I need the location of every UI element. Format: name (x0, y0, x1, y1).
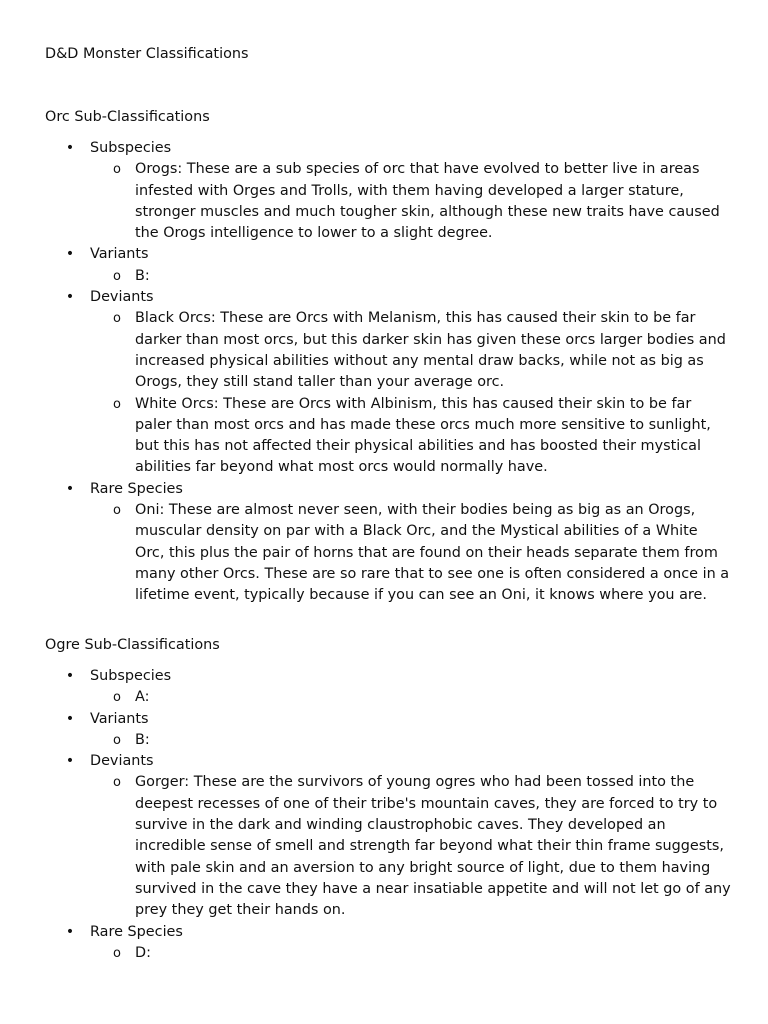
group-deviants (45, 287, 735, 479)
group-items (90, 730, 735, 751)
document-title: D&D Monster Classifications (45, 46, 249, 62)
list-item (90, 500, 731, 606)
list-item (90, 266, 731, 287)
list-item (90, 308, 731, 393)
item-text: Orogs: These are a sub species of orc that have evolved to better live in areas infested with Orges and Trolls, with them having developed a larger stature, stronger muscles and much tougher skin, although these new traits have caused the Orogs intelligence to lower to a slight degree. (135, 161, 720, 242)
item-text: Oni: These are almost never seen, with their bodies being as big as an Orogs, muscular density on par with a Black Orc, and the Mystical abilities of a White Orc, this plus the pair of horns that are found on their heads separate them from many other Orcs. These are so rare that to see one is often considered a once in a lifetime event, typically because if you can see an Oni, it knows where you are. (135, 502, 730, 604)
group-items (90, 943, 735, 964)
bullet-icon: • (65, 140, 75, 156)
group-label: Rare Species (90, 480, 183, 497)
circle-bullet-icon: o (113, 162, 121, 178)
section-heading: Ogre Sub-Classifications (45, 637, 220, 653)
group-items (90, 500, 735, 606)
group-label: Deviants (90, 289, 154, 306)
group-label: Rare Species (90, 923, 183, 940)
section-ogre (45, 635, 735, 964)
group-rare-species (45, 922, 735, 965)
item-text: B: (135, 267, 150, 284)
group-variants (45, 709, 735, 752)
group-items (90, 308, 735, 478)
list-item (90, 687, 731, 708)
group-label: Subspecies (90, 140, 172, 156)
group-label: Variants (90, 710, 149, 727)
circle-bullet-icon: o (113, 396, 121, 412)
circle-bullet-icon: o (113, 690, 121, 706)
group-items (90, 159, 735, 244)
circle-bullet-icon: o (113, 268, 121, 284)
circle-bullet-icon: o (113, 311, 121, 327)
item-text: B: (135, 731, 150, 748)
list-item (90, 772, 731, 921)
bullet-icon: • (65, 668, 75, 684)
item-text: D: (135, 944, 151, 961)
group-label: Subspecies (90, 668, 172, 684)
bullet-icon: • (65, 246, 75, 263)
group-variants (45, 244, 735, 287)
classification-list (45, 666, 735, 964)
group-subspecies (45, 138, 735, 244)
group-items (90, 266, 735, 287)
list-item (90, 730, 731, 751)
bullet-icon: • (65, 753, 75, 770)
bullet-icon: • (65, 710, 75, 727)
group-deviants (45, 751, 735, 921)
section-heading: Orc Sub-Classifications (45, 109, 210, 125)
circle-bullet-icon: o (113, 503, 121, 519)
group-rare-species (45, 479, 735, 607)
group-label: Variants (90, 246, 149, 263)
circle-bullet-icon: o (113, 775, 121, 791)
group-items (90, 687, 735, 708)
group-items (90, 772, 735, 921)
classification-list (45, 138, 735, 607)
item-text: Black Orcs: These are Orcs with Melanism, this has caused their skin to be far darker than most orcs, but this darker skin has given these orcs larger bodies and increased physical abilities without any mental draw backs, while not as big as Orogs, they still stand taller than your average orc. (135, 310, 726, 391)
bullet-icon: • (65, 289, 75, 306)
section-orc (45, 107, 735, 607)
group-label: Deviants (90, 753, 154, 770)
bullet-icon: • (65, 480, 75, 497)
circle-bullet-icon: o (113, 732, 121, 748)
list-item (90, 159, 731, 244)
bullet-icon: • (65, 923, 75, 940)
list-item (90, 394, 731, 479)
item-text: A: (135, 689, 150, 706)
item-text: Gorger: These are the survivors of young ogres who had been tossed into the deepest recesses of one of their tribe's mountain caves, they are forced to try to survive in the dark and winding claustrophobic caves. They developed an incredible sense of smell and strength far beyond what their thin frame suggests, with pale skin and an aversion to any bright source of light, due to them having survived in the cave they have a near insatiable appetite and will not let go of any prey they get their hands on. (135, 774, 731, 919)
item-text: White Orcs: These are Orcs with Albinism, this has caused their skin to be far paler than most orcs and has made these orcs much more sensitive to sunlight, but this has not affected their physical abilities and has boosted their mystical abilities far beyond what most orcs would normally have. (135, 395, 711, 476)
circle-bullet-icon: o (113, 945, 121, 961)
list-item (90, 943, 731, 964)
group-subspecies (45, 666, 735, 709)
